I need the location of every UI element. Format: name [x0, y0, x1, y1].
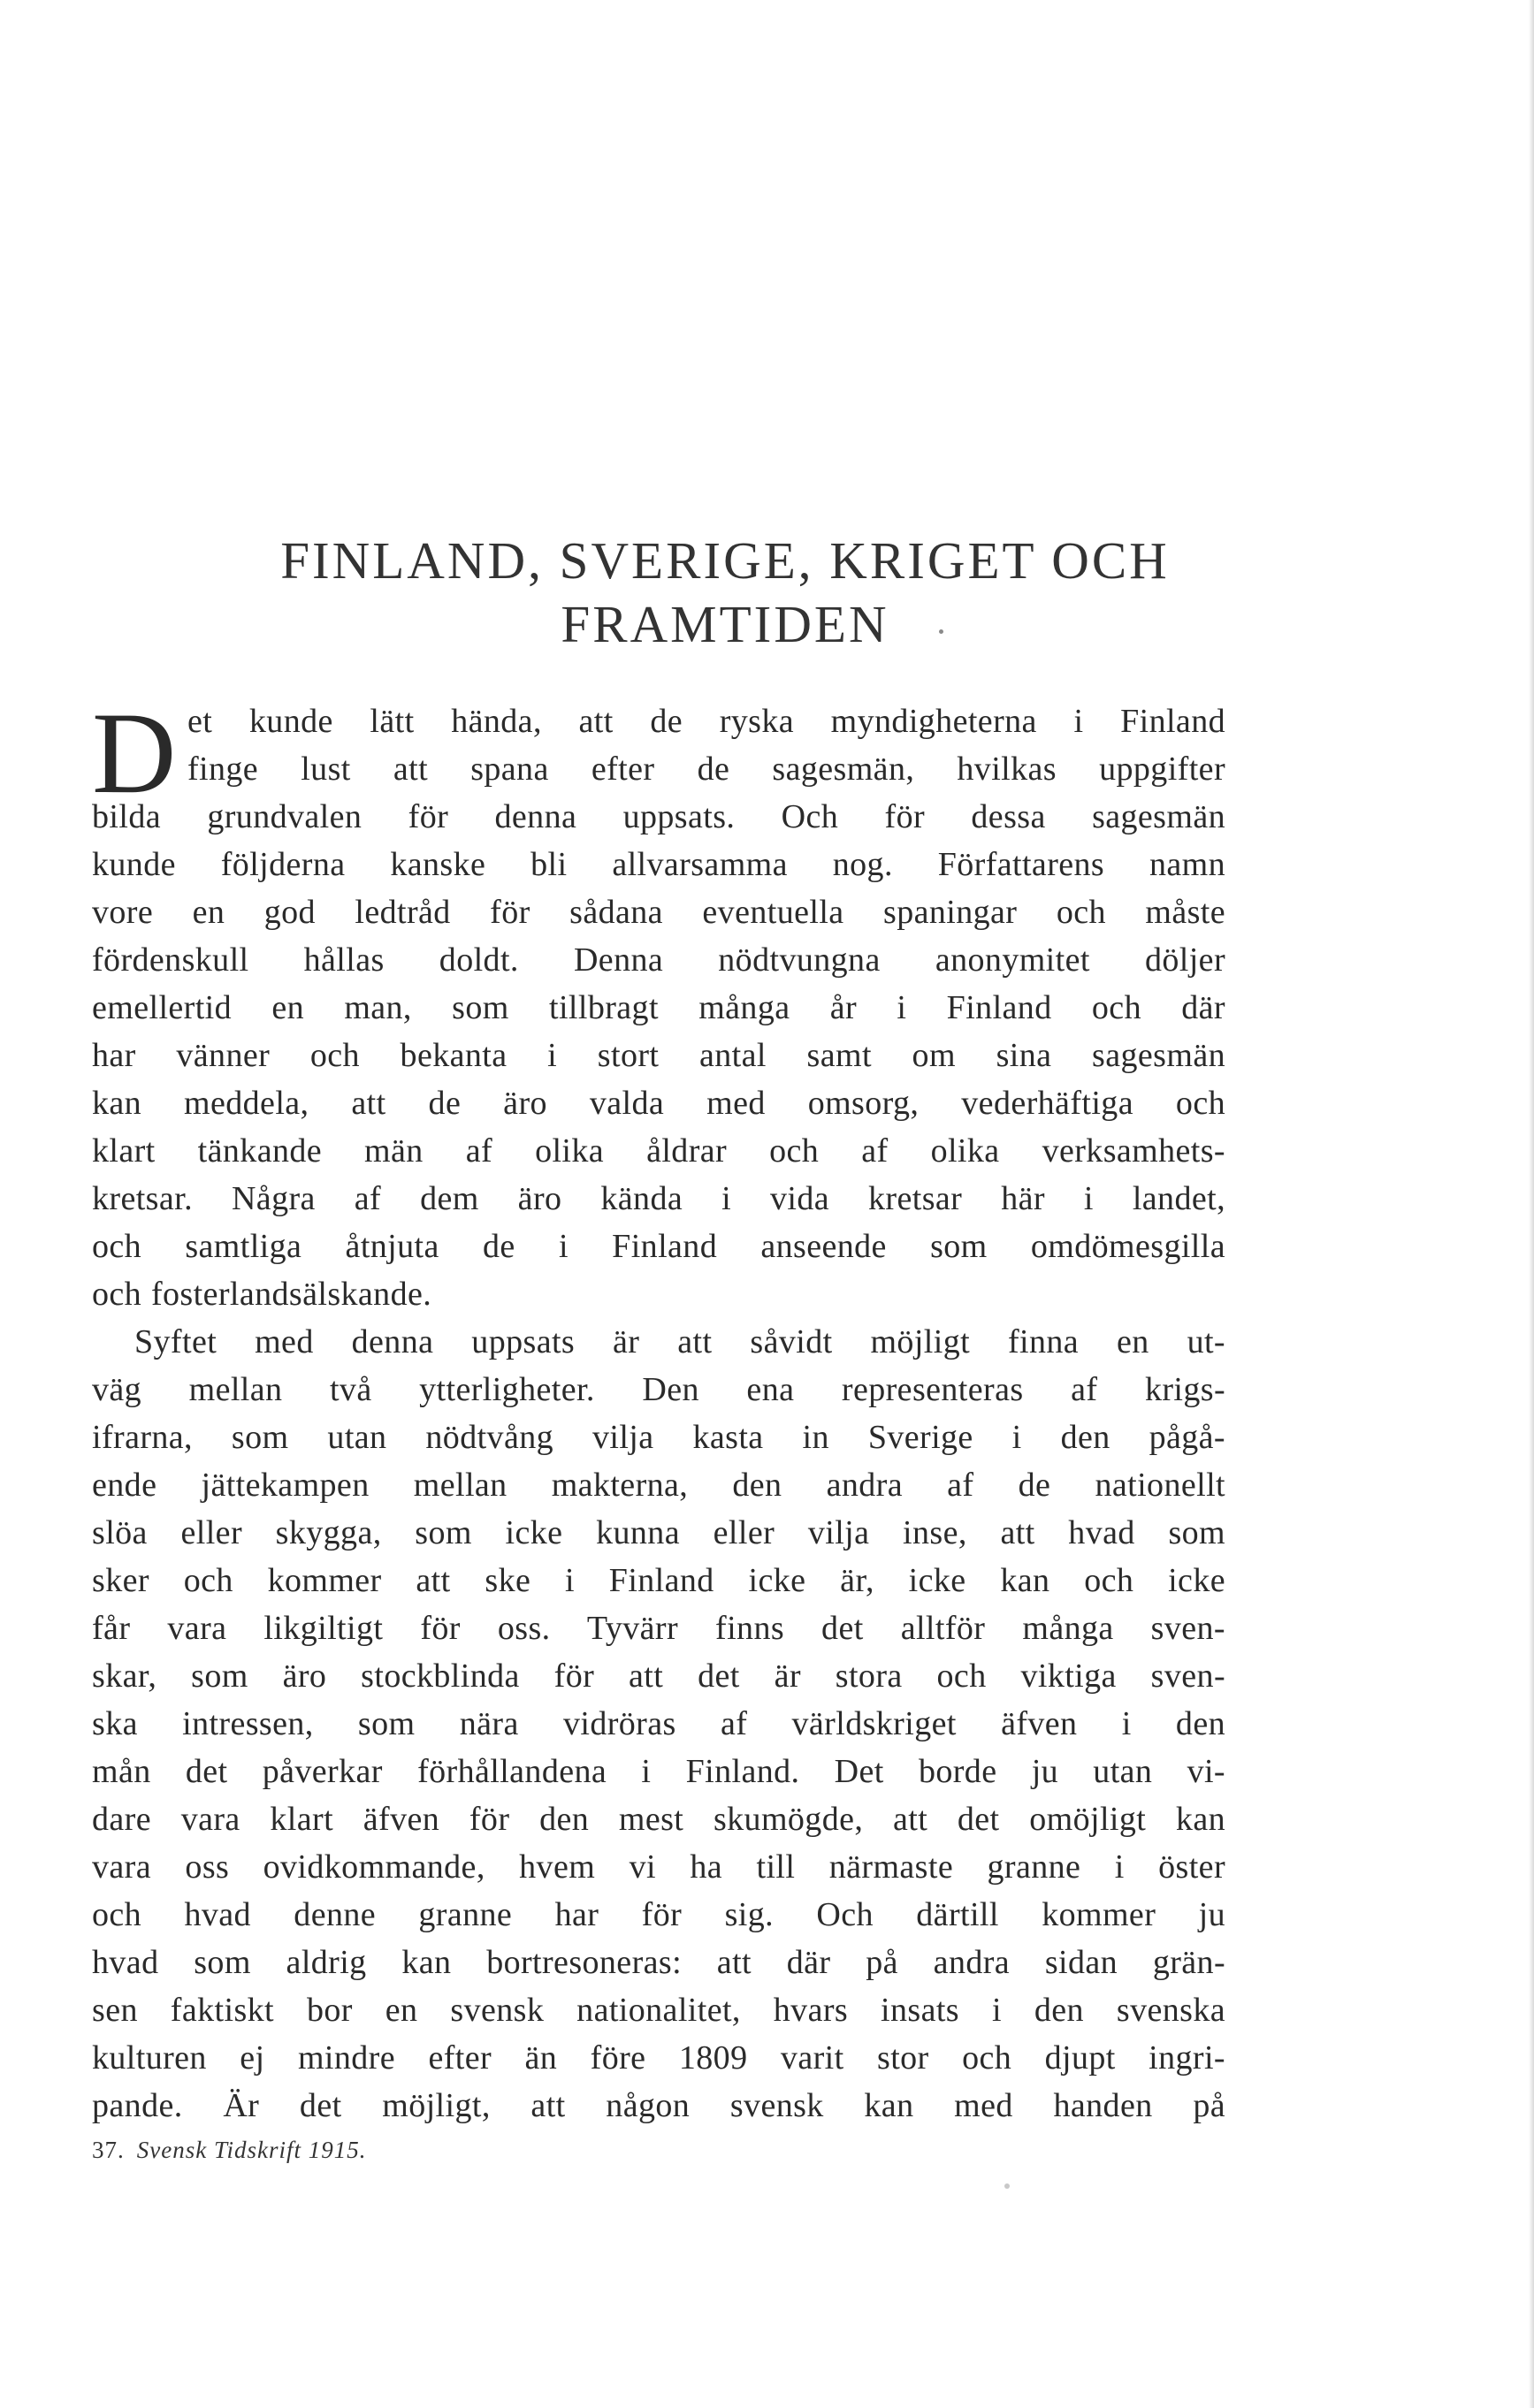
body-line: sker och kommer att ske i Finland icke är, icke kan och icke	[92, 1562, 1225, 1599]
body-line: hvad som aldrig kan bortresoneras: att där på andra sidan grän-	[92, 1944, 1225, 1981]
body-line: ifrarna, som utan nödtvång vilja kasta in Sverige i den pågå-	[92, 1419, 1225, 1456]
body-line: Syftet med denna uppsats är att såvidt möjligt finna en ut-	[134, 1323, 1225, 1360]
body-line: pande. Är det möjligt, att någon svensk kan med handen på	[92, 2087, 1225, 2124]
body-line: ende jättekampen mellan makterna, den andra af de nationellt	[92, 1467, 1225, 1504]
body-line: kulturen ej mindre efter än före 1809 varit stor och djupt ingri-	[92, 2039, 1225, 2077]
body-line: et kunde lätt hända, att de ryska myndigheterna i Finland	[187, 703, 1225, 740]
body-line: vore en god ledtråd för sådana eventuella spaningar och måste	[92, 894, 1225, 931]
body-line: sen faktiskt bor en svensk nationalitet, hvars insats i den svenska	[92, 1992, 1225, 2029]
body-line: får vara likgiltigt för oss. Tyvärr finns det alltför många sven-	[92, 1610, 1225, 1647]
journal-title: Svensk Tidskrift 1915.	[136, 2137, 367, 2163]
body-line: kunde följderna kanske bli allvarsamma nog. Författarens namn	[92, 846, 1225, 883]
body-line: vara oss ovidkommande, hvem vi ha till närmaste granne i öster	[92, 1848, 1225, 1886]
article-title-line-1: FINLAND, SVERIGE, KRIGET OCH	[280, 531, 1170, 590]
body-line: och fosterlandsälskande.	[92, 1276, 432, 1313]
body-line: väg mellan två ytterligheter. Den ena representeras af krigs-	[92, 1371, 1225, 1408]
body-line: bilda grundvalen för denna uppsats. Och för dessa sagesmän	[92, 798, 1225, 835]
body-line: slöa eller skygga, som icke kunna eller vilja inse, att hvad som	[92, 1514, 1225, 1551]
sheet-number: 37.	[92, 2137, 125, 2163]
body-line: kretsar. Några af dem äro kända i vida kretsar här i landet,	[92, 1180, 1225, 1217]
body-line: kan meddela, att de äro valda med omsorg, vederhäftiga och	[92, 1085, 1225, 1122]
article-title-line-2: FRAMTIDEN	[561, 595, 889, 653]
body-line: och samtliga åtnjuta de i Finland anseende som omdömesgilla	[92, 1228, 1225, 1265]
page-edge	[1529, 0, 1534, 2408]
body-line: fördenskull hållas doldt. Denna nödtvungna anonymitet döljer	[92, 941, 1225, 979]
page-footer	[92, 2132, 367, 2168]
body-line: har vänner och bekanta i stort antal samt om sina sagesmän	[92, 1037, 1225, 1074]
body-line: ska intressen, som nära vidröras af världskriget äfven i den	[92, 1705, 1225, 1742]
body-line: finge lust att spana efter de sagesmän, hvilkas uppgifter	[187, 751, 1225, 788]
print-speck	[1004, 2183, 1010, 2189]
body-line: emellertid en man, som tillbragt många år i Finland och där	[92, 989, 1225, 1026]
body-line: klart tänkande män af olika åldrar och af olika verksamhets-	[92, 1132, 1225, 1170]
body-line: skar, som äro stockblinda för att det är stora och viktiga sven-	[92, 1657, 1225, 1695]
print-speck	[939, 629, 943, 634]
body-line: dare vara klart äfven för den mest skumögde, att det omöjligt kan	[92, 1801, 1225, 1838]
body-line: och hvad denne granne har för sig. Och därtill kommer ju	[92, 1896, 1225, 1933]
drop-cap: D	[92, 688, 177, 818]
body-line: mån det påverkar förhållandena i Finland. Det borde ju utan vi-	[92, 1753, 1225, 1790]
